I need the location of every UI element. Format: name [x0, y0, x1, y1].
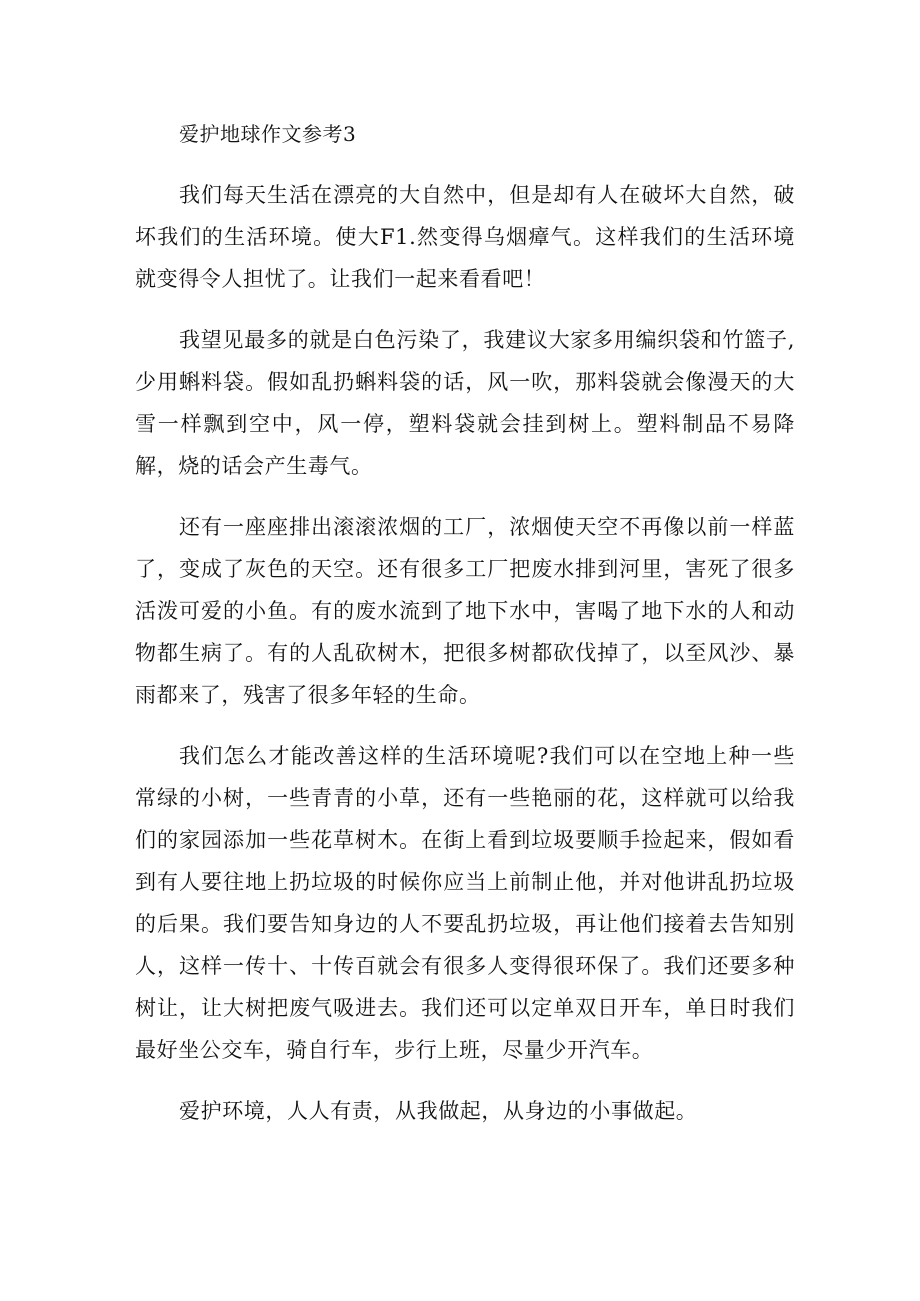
paragraph-factory-pollution: 还有一座座排出滚滚浓烟的工厂，浓烟使天空不再像以前一样蓝了，变成了灰色的天空。还有很多工厂把废水排到河里，害死了很多活泼可爱的小鱼。有的废水流到了地下水中，害喝了地下水的人和动物都生病了。有的人乱砍树木，把很多树都砍伐掉了，以至风沙、暴雨都来了，残害了很多年轻的生命。 [135, 515, 795, 707]
paragraph-solutions: 我们怎么才能改善这样的生活环境呢?我们可以在空地上种一些常绿的小树，一些青青的小草，还有一些艳丽的花，这样就可以给我们的家园添加一些花草树木。在街上看到垃圾要顺手捡起来，假如看到有人要往地上扔垃圾的时候你应当上前制止他，并对他讲乱扔垃圾的后果。我们要告知身边的人不要乱扔垃圾，再让他们接着去告知别人，这样一传十、十传百就会有很多人变得很环保了。我们还要多种树让，让大树把废气吸进去。我们还可以定单双日开车，单日时我们最好坐公交车，骑自行车，步行上班，尽量少开汽车。 [135, 744, 795, 1062]
document-body [135, 113, 795, 1151]
paragraph-intro: 我们每天生活在漂亮的大自然中，但是却有人在破坏大自然，破坏我们的生活环境。使大F1.然变得乌烟瘴气。这样我们的生活环境就变得令人担忧了。让我们一起来看看吧！ [135, 183, 795, 291]
paragraph-conclusion: 爱护环境，人人有责，从我做起，从身边的小事做起。 [179, 1099, 698, 1123]
document-title: 爱护地球作文参考3 [179, 122, 357, 146]
paragraph-white-pollution: 我望见最多的就是白色污染了，我建议大家多用编织袋和竹篮子,少用蝌料袋。假如乱扔蝌料袋的话，风一吹，那料袋就会像漫天的大雪一样飘到空中，风一停，塑料袋就会挂到树上。塑料制品不易降解，烧的话会产生毒气。 [135, 328, 795, 478]
